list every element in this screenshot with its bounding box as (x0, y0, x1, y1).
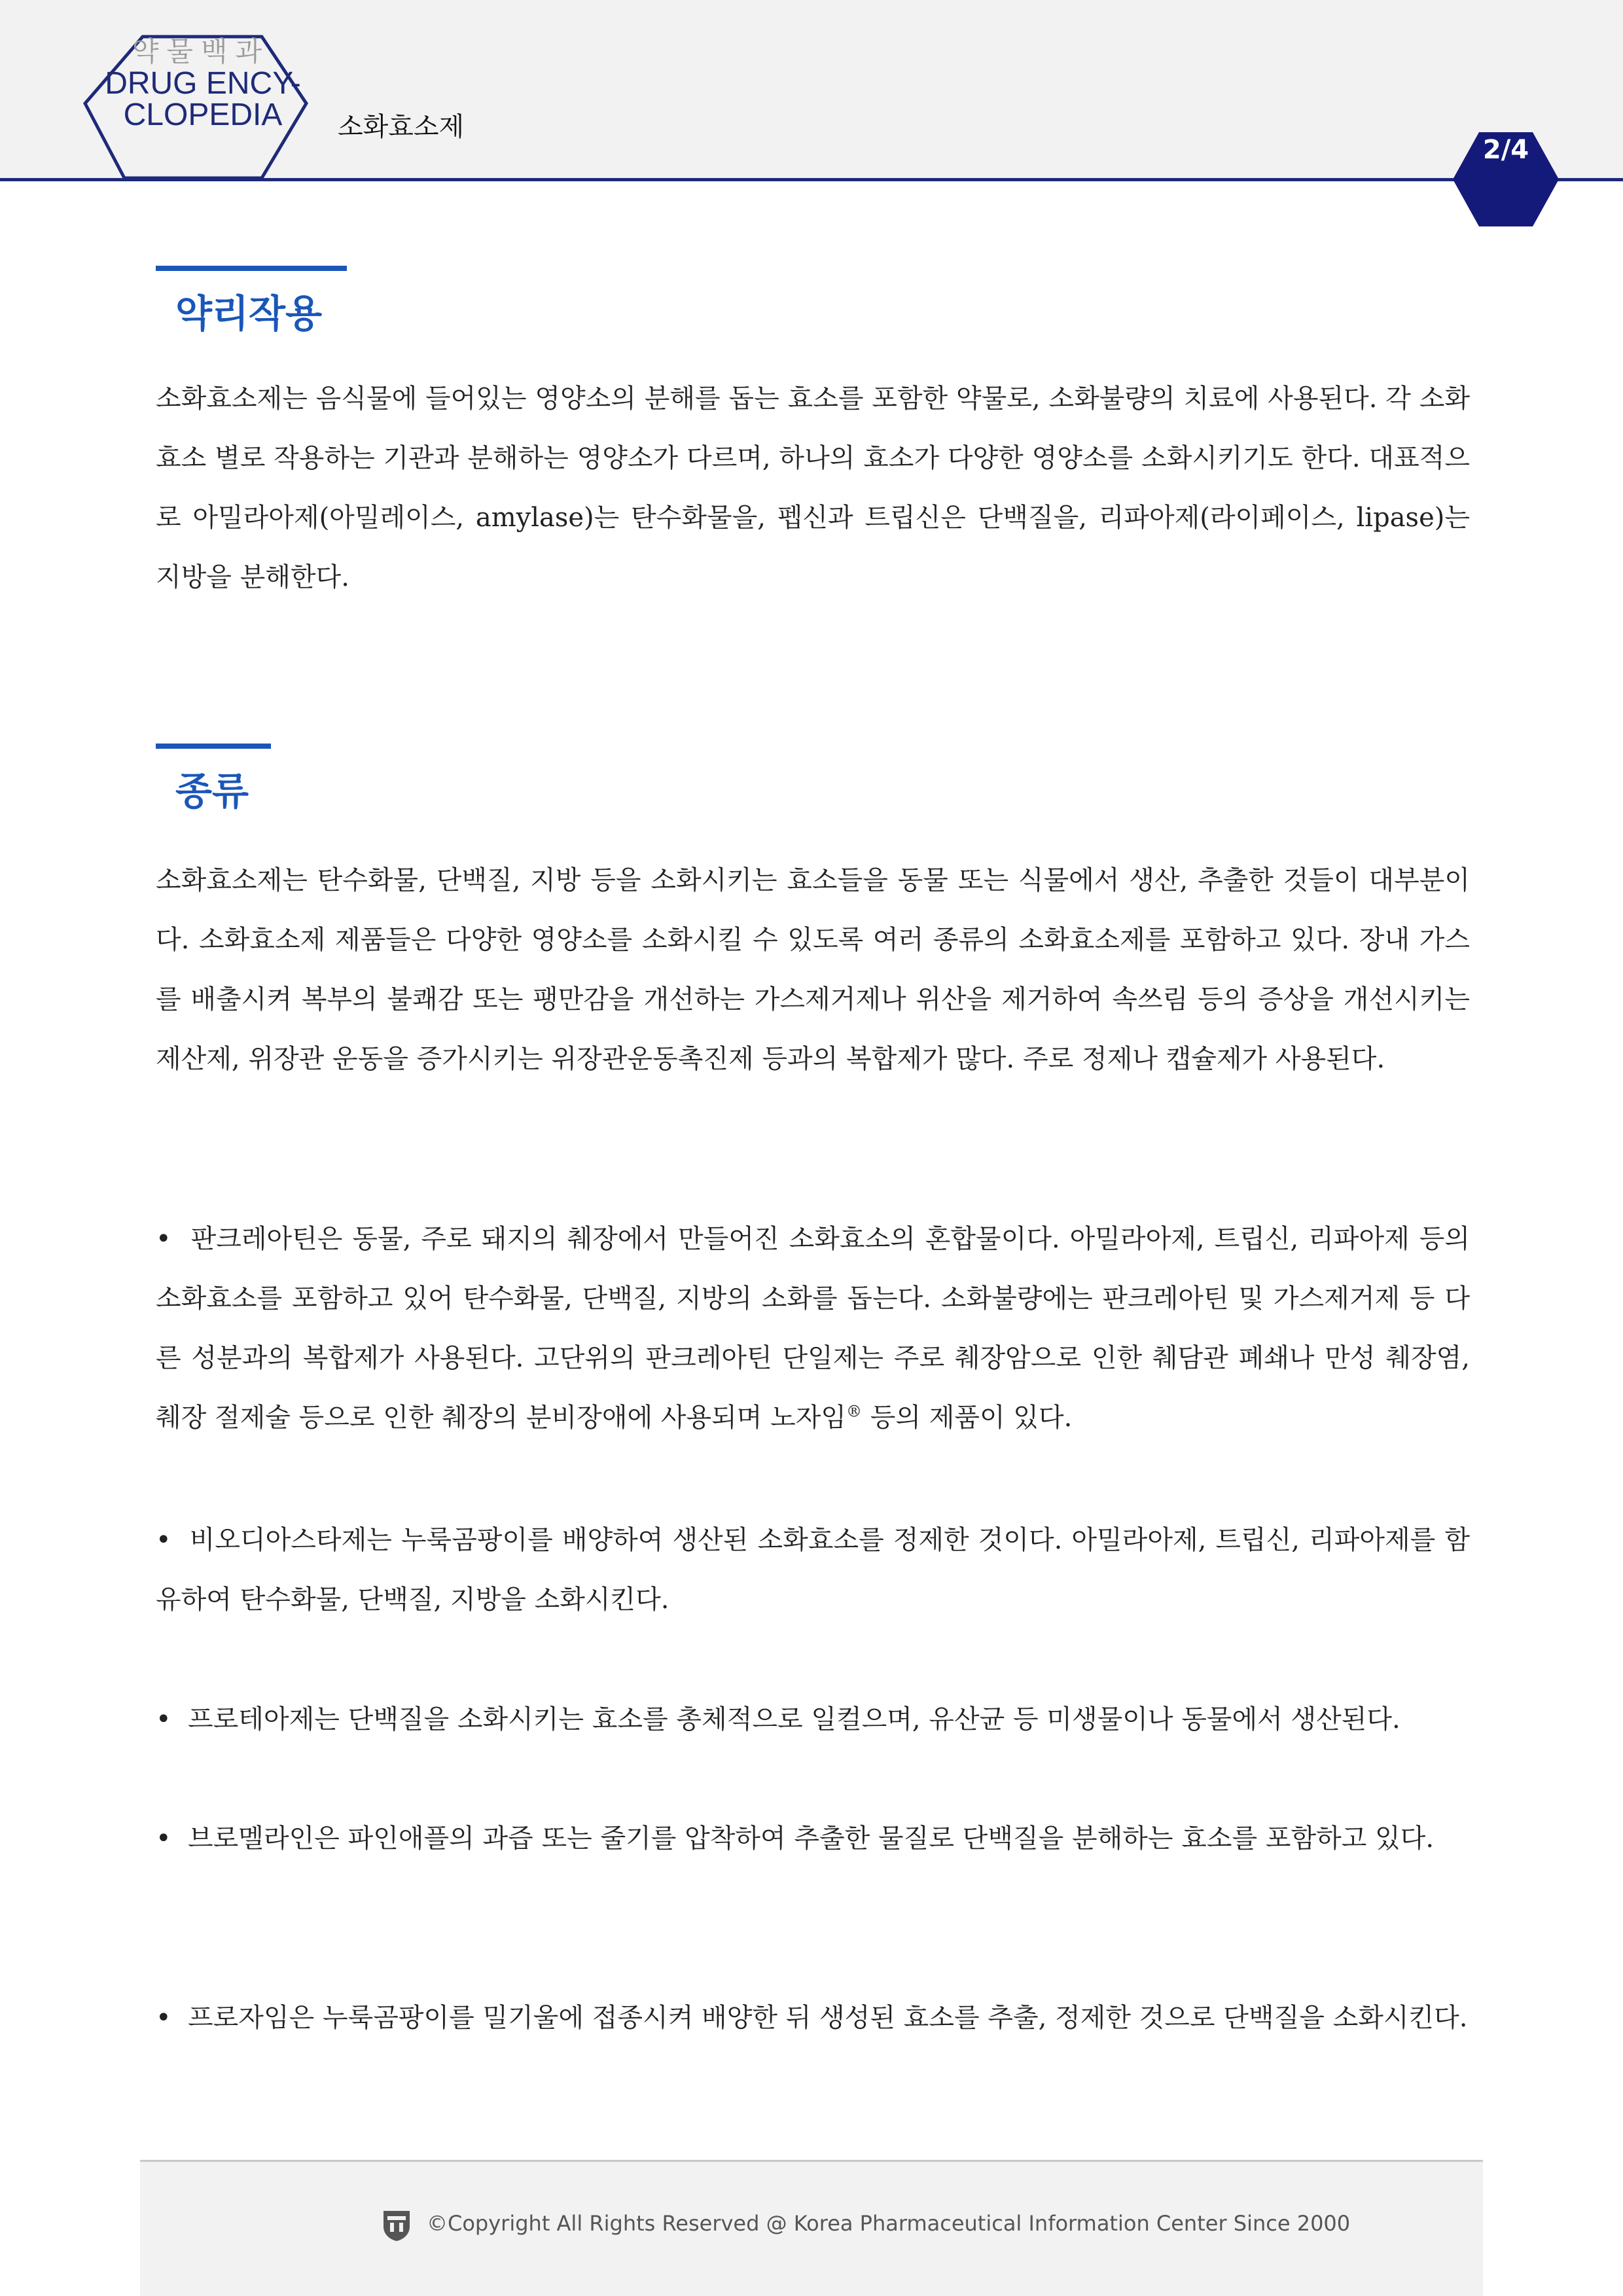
list-item-prozyme (156, 1988, 1470, 2048)
bullet-text: 브로멜라인은 파인애플의 과즙 또는 줄기를 압착하여 추출한 물질로 단백질을 분해하는 효소를 포함하고 있다. (188, 1823, 1435, 1854)
section-accent-bar (156, 744, 271, 749)
bullet-text-continued: 등의 제품이 있다. (862, 1403, 1073, 1433)
bullet-marker: • (156, 1823, 171, 1854)
registered-mark: ® (846, 1402, 863, 1421)
bullet-marker: • (156, 1704, 171, 1734)
section-accent-bar (156, 266, 347, 271)
bullet-text: 판크레아틴은 동물, 주로 돼지의 췌장에서 만들어진 소화효소의 혼합물이다. 아밀라아제, 트립신, 리파아제 등의 소화효소를 포함하고 있어 탄수화물, 단백질, 지방의 소화를 돕는다. 소화불량에는 판크레아틴 및 가스제거제 등 다른 성분과의 복합제가 사용된다. 고단위의 판크레아틴 단일제는 주로 췌장암으로 인한 췌담관 폐쇄나 만성 췌장염, 췌장 절제술 등으로 인한 췌장의 분비장애에 사용되며 노자임 (156, 1224, 1470, 1433)
logo-korean: 약물백과 (132, 35, 270, 67)
logo-english: DRUG ENCY- CLOPEDIA (105, 66, 301, 132)
footer-copyright: ©Copyright All Rights Reserved @ Korea Pharmaceutical Information Center Since 2000 (427, 2211, 1351, 2236)
bullet-marker: • (156, 2003, 171, 2033)
bullet-text: 비오디아스타제는 누룩곰팡이를 배양하여 생산된 소화효소를 정제한 것이다. 아밀라아제, 트립신, 리파아제를 함유하여 탄수화물, 단백질, 지방을 소화시킨다. (156, 1525, 1470, 1615)
bullet-marker: • (156, 1224, 171, 1254)
section-title-types: 종류 (175, 769, 249, 814)
kpic-emblem-icon (381, 2208, 412, 2242)
bullet-text: 프로자임은 누룩곰팡이를 밀기울에 접종시켜 배양한 뒤 생성된 효소를 추출, 정제한 것으로 단백질을 소화시킨다. (188, 2003, 1468, 2033)
pharmacology-paragraph: 소화효소제는 음식물에 들어있는 영양소의 분해를 돕는 효소를 포함한 약물로, 소화불량의 치료에 사용된다. 각 소화효소 별로 작용하는 기관과 분해하는 영양소가 다르며, 하나의 효소가 다양한 영양소를 소화시키기도 한다. 대표적으로 아밀라아제(아밀레이스, amylase)는 탄수화물을, 펩신과 트립신은 단백질을, 리파아제(라이페이스, lipase)는 지방을 분해한다. (156, 384, 1470, 592)
list-item-pancreatin (156, 1210, 1470, 1448)
document-title: 소화효소제 (338, 112, 465, 142)
list-item-protease (156, 1690, 1470, 1749)
bullet-text: 프로테아제는 단백질을 소화시키는 효소를 총체적으로 일컬으며, 유산균 등 미생물이나 동물에서 생산된다. (188, 1704, 1400, 1734)
bullet-marker: • (156, 1525, 171, 1555)
footer-divider (140, 2160, 1483, 2162)
list-item-biodiastase (156, 1511, 1470, 1630)
page-indicator: 2/4 (1482, 135, 1529, 165)
header-divider (0, 178, 1623, 181)
types-paragraph: 소화효소제는 탄수화물, 단백질, 지방 등을 소화시키는 효소들을 동물 또는 식물에서 생산, 추출한 것들이 대부분이다. 소화효소제 제품들은 다양한 영양소를 소화시킬 수 있도록 여러 종류의 소화효소제를 포함하고 있다. 장내 가스를 배출시켜 복부의 불쾌감 또는 팽만감을 개선하는 가스제거제나 위산을 제거하여 속쓰림 등의 증상을 개선시키는 제산제, 위장관 운동을 증가시키는 위장관운동촉진제 등과의 복합제가 많다. 주로 정제나 캡슐제가 사용된다. (156, 865, 1470, 1074)
list-item-bromelain (156, 1809, 1470, 1869)
section-title-pharmacology: 약리작용 (175, 291, 323, 336)
